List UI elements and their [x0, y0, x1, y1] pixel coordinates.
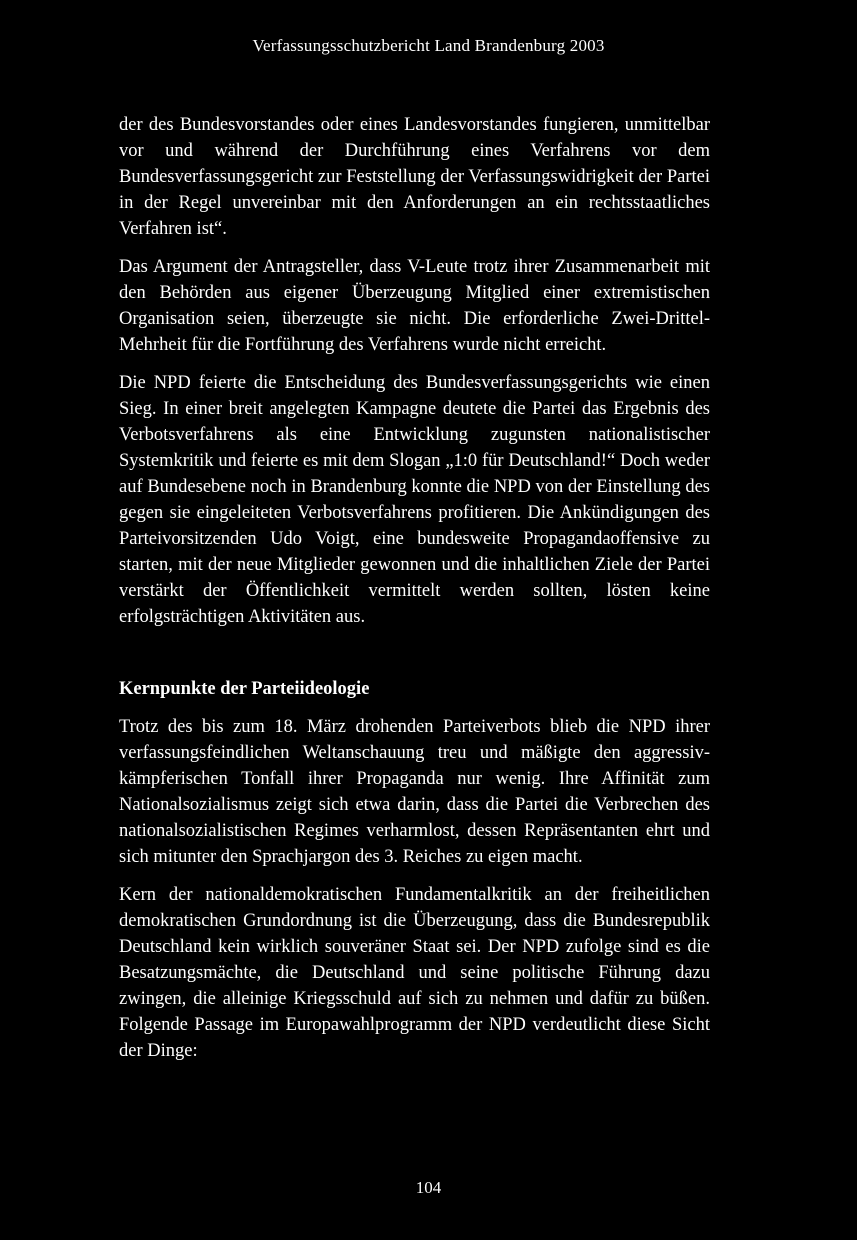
- body-paragraph-3: Die NPD feierte die Entscheidung des Bundesverfassungsgerichts wie einen Sieg. In einer breit angelegten Kampagne deutete die Partei das Ergebnis des Verbotsverfahrens als eine Entwicklung zugunsten nationalistischer Systemkritik und feierte es mit dem Slogan „1:0 für Deutschland!“ Doch weder auf Bundesebene noch in Brandenburg konnte die NPD von der Einstellung des gegen sie eingeleiteten Verbotsverfahrens profitieren. Die Ankündigungen des Parteivorsitzenden Udo Voigt, eine bundesweite Propagandaoffensive zu starten, mit der neue Mitglieder gewonnen und die inhaltlichen Ziele der Partei verstärkt der Öffentlichkeit vermittelt werden sollten, lösten keine erfolgsträchtigen Aktivitäten aus.: [119, 373, 710, 627]
- body-paragraph-2: Das Argument der Antragsteller, dass V-Leute trotz ihrer Zusammenarbeit mit den Behörden aus eigener Überzeugung Mitglied einer extremistischen Organisation seien, überzeugte sie nicht. Die erforderliche Zwei-Drittel-Mehrheit für die Fortführung des Verfahrens wurde nicht erreicht.: [119, 257, 710, 355]
- section-paragraph-1: Trotz des bis zum 18. März drohenden Parteiverbots blieb die NPD ihrer verfassungsfeindlichen Weltanschauung treu und mäßigte den aggressiv-kämpferischen Tonfall ihrer Propaganda nur wenig. Ihre Affinität zum Nationalsozialismus zeigt sich etwa darin, dass die Partei die Verbrechen des nationalsozialistischen Regimes verharmlost, dessen Repräsentanten ehrt und sich mitunter den Sprachjargon des 3. Reiches zu eigen macht.: [119, 717, 710, 867]
- body-paragraph-1: der des Bundesvorstandes oder eines Landesvorstandes fungieren, unmittelbar vor und während der Durchführung eines Verfahrens vor dem Bundesverfassungsgericht zur Feststellung der Verfassungswidrigkeit der Partei in der Regel unvereinbar mit den Anforderungen an ein rechtsstaatliches Verfahren ist“.: [119, 115, 710, 239]
- running-header: Verfassungsschutzbericht Land Brandenburg 2003: [252, 36, 605, 55]
- page-number: 104: [415, 1178, 442, 1197]
- section-paragraph-2: Kern der nationaldemokratischen Fundamentalkritik an der freiheitlichen demokratischen Grundordnung ist die Überzeugung, dass die Bundesrepublik Deutschland kein wirklich souveräner Staat sei. Der NPD zufolge sind es die Besatzungsmächte, die Deutschland und seine politische Führung dazu zwingen, die alleinige Kriegsschuld auf sich zu nehmen und dafür zu büßen. Folgende Passage im Europawahlprogramm der NPD verdeutlicht diese Sicht der Dinge:: [119, 885, 710, 1061]
- page-body: [119, 112, 710, 1076]
- section-heading: Kernpunkte der Parteiideologie: [119, 679, 370, 699]
